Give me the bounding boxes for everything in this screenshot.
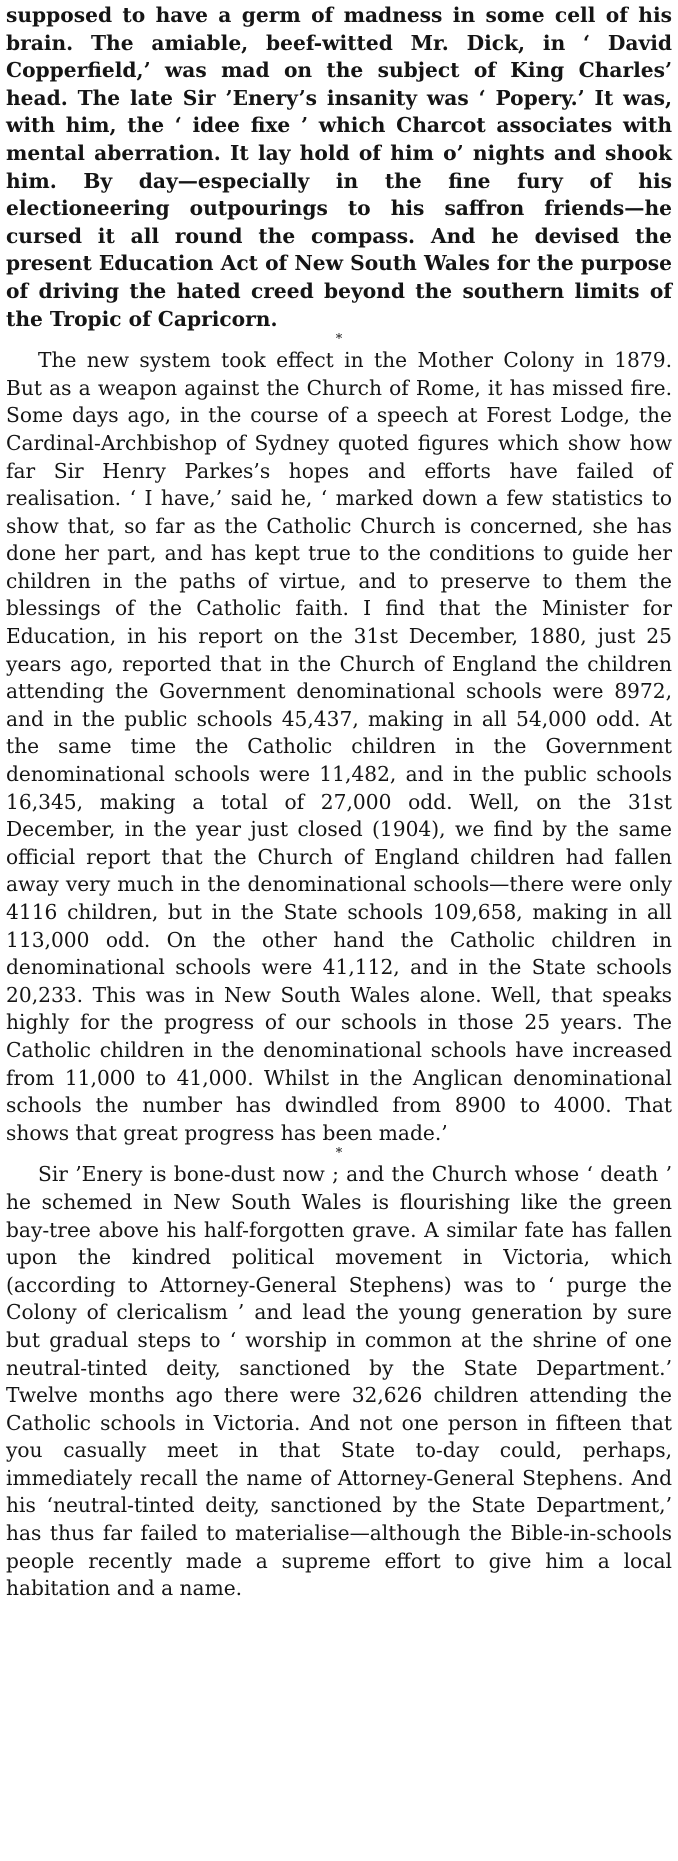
paragraph-conclusion: Sir ’Enery is bone-dust now ; and the Church whose ‘ death ’ he schemed in New South Wales is flourishing like the green bay-tree above his half-forgotten grave. A similar fate has fallen upon the kindred political movement in Victoria, which (according to Attorney-General Stephens) was to ‘ purge the Colony of clericalism ’ and lead the young generation by sure but gradual steps to ‘ worship in common at the shrine of one neutral-tinted deity, sanctioned by the State Department.’ Twelve months ago there were 32,626 children attending the Catholic schools in Victoria. And not one person in fifteen that you casually meet in that State to-day could, perhaps, immediately recall the name of Attorney-General Stephens. And his ‘neutral-tinted deity, sanctioned by the State Department,’ has thus far failed to materialise—although the Bible-in-schools people recently made a supreme effort to give him a local habitation and a name.	[6, 1162, 672, 1601]
section-separator: *	[335, 1146, 343, 1162]
section-separator: *	[335, 332, 343, 348]
article-column	[6, 2, 672, 1603]
paragraph-statistics: The new system took effect in the Mother Colony in 1879. But as a weapon against the Church of Rome, it has missed fire. Some days ago, in the course of a speech at Forest Lodge, the Cardinal-Archbishop of Sydney quoted figures which show how far Sir Henry Parkes’s hopes and efforts have failed of realisation. ‘ I have,’ said he, ‘ marked down a few statistics to show that, so far as the Catholic Church is concerned, she has done her part, and has kept true to the conditions to guide her children in the paths of virtue, and to preserve to them the blessings of the Catholic faith. I find that the Minister for Education, in his report on the 31st December, 1880, just 25 years ago, reported that in the Church of England the children attending the Government denominational schools were 8972, and in the public schools 45,437, making in all 54,000 odd. At the same time the Catholic children in the Government denominational schools were 11,482, and in the public schools 16,345, making a total of 27,000 odd. Well, on the 31st December, in the year just closed (1904), we find by the same official report that the Church of England children had fallen away very much in the denominational schools—there were only 4116 children, but in the State schools 109,658, making in all 113,000 odd. On the other hand the Catholic children in denominational schools were 41,112, and in the State schools 20,233. This was in New South Wales alone. Well, that speaks highly for the progress of our schools in those 25 years. The Catholic children in the denominational schools have increased from 11,000 to 41,000. Whilst in the Anglican denominational schools the number has dwindled from 8900 to 4000. That shows that great progress has been made.’	[6, 348, 672, 1145]
paragraph-continued: supposed to have a germ of madness in some cell of his brain. The amiable, beef-witted Mr. Dick, in ‘ David Copperfield,’ was mad on the subject of King Charles’ head. The late Sir ’Enery’s insanity was ‘ Popery.’ It was, with him, the ‘ idee fixe ’ which Charcot associates with mental aberration. It lay hold of him o’ nights and shook him. By day—especially in the fine fury of his electioneering outpourings to his saffron friends—he cursed it all round the compass. And he devised the present Education Act of New South Wales for the purpose of driving the hated creed beyond the southern limits of the Tropic of Capricorn.	[6, 3, 672, 331]
